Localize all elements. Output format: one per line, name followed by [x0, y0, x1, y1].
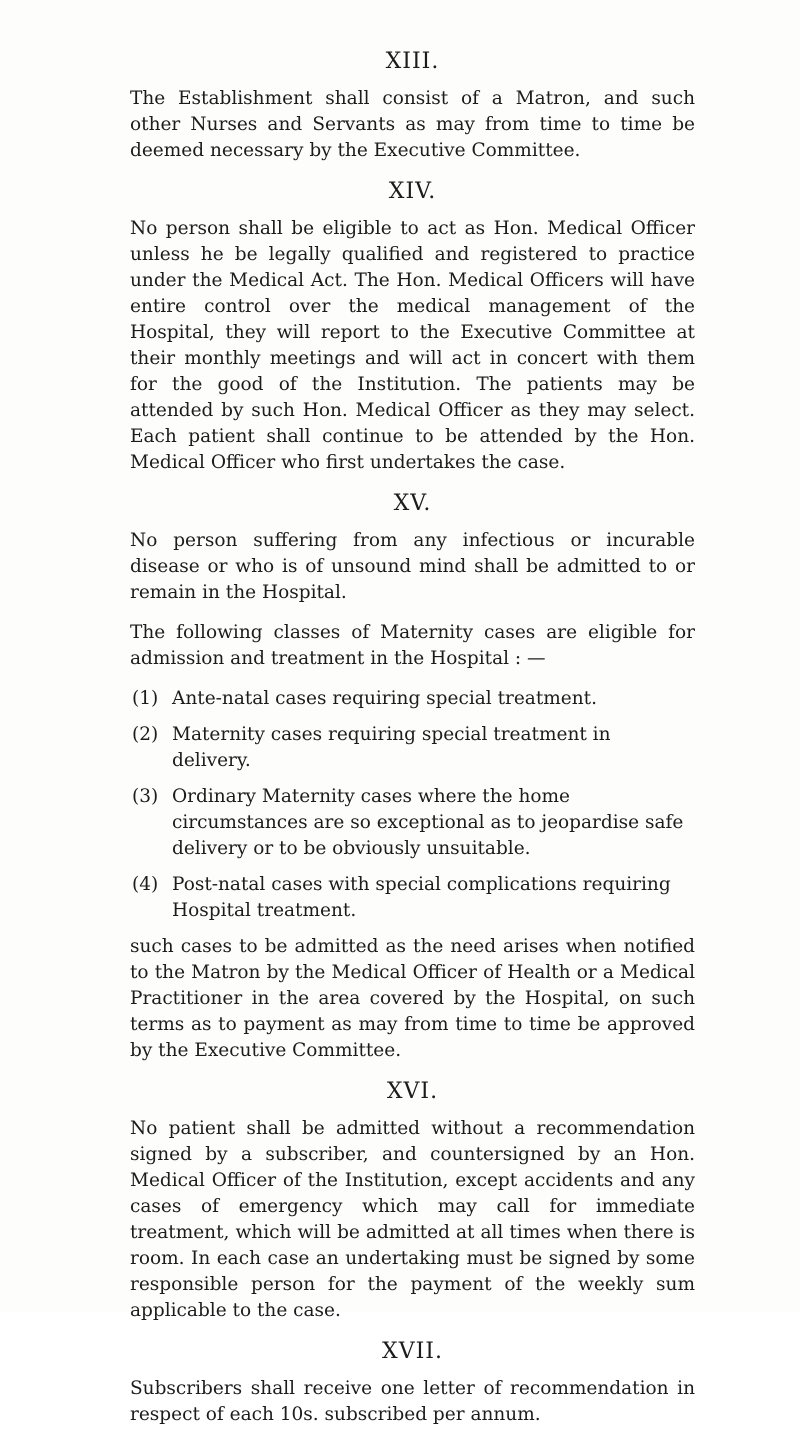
section-heading: XVI.: [386, 1079, 439, 1104]
section-heading: XV.: [393, 491, 432, 516]
section-xvi: [130, 1078, 695, 1324]
section-paragraph: The following classes of Maternity cases are eligible for admission and treatment in the Hospital : —: [130, 622, 695, 669]
section-heading: XVII.: [382, 1339, 443, 1364]
section-closing-paragraph: such cases to be admitted as the need arises when notified to the Matron by the Medical Officer of Health or a Medical Practitioner in the area covered by the Hospital, on such terms as to payment as may from time to time be approved by the Executive Committee.: [130, 936, 695, 1061]
section-xiii: [130, 48, 695, 164]
section-paragraph: The Establishment shall consist of a Matron, and such other Nurses and Servants as may from time to time be deemed necessary by the Executive Committee.: [130, 88, 695, 161]
list-number: (2): [132, 724, 159, 745]
list-text: Ante-natal cases requiring special treatment.: [172, 688, 597, 709]
maternity-classes-list: [130, 686, 695, 924]
list-text: Ordinary Maternity cases where the home circumstances are so exceptional as to jeopardise safe delivery or to be obviously unsuitable.: [172, 786, 684, 859]
list-text: Maternity cases requiring special treatment in delivery.: [172, 724, 611, 771]
list-number: (3): [132, 786, 159, 807]
section-xv: [130, 490, 695, 1064]
list-item: [130, 872, 695, 924]
list-item: [130, 686, 695, 712]
list-text: Post-natal cases with special complications requiring Hospital treatment.: [172, 874, 671, 921]
section-xiv: [130, 178, 695, 476]
section-heading: XIV.: [388, 179, 437, 204]
section-heading: XIII.: [385, 49, 440, 74]
section-paragraph: Subscribers shall receive one letter of recommendation in respect of each 10s. subscribed per annum.: [130, 1378, 695, 1425]
list-item: [130, 784, 695, 862]
section-paragraph: No patient shall be admitted without a recommendation signed by a subscriber, and countersigned by an Hon. Medical Officer of the Institution, except accidents and any cases of emergency which may call for immediate treatment, which will be admitted at all times when there is room. In each case an undertaking must be signed by some responsible person for the payment of the weekly sum applicable to the case.: [130, 1118, 695, 1321]
section-paragraph: No person suffering from any infectious or incurable disease or who is of unsound mind shall be admitted to or remain in the Hospital.: [130, 530, 695, 603]
list-item: [130, 722, 695, 774]
list-number: (1): [132, 688, 159, 709]
section-xvii: [130, 1338, 695, 1428]
list-number: (4): [132, 874, 159, 895]
section-paragraph: No person shall be eligible to act as Hon. Medical Officer unless he be legally qualified and registered to practice under the Medical Act. The Hon. Medical Officers will have entire control over the medical management of the Hospital, they will report to the Executive Committee at their monthly meetings and will act in concert with them for the good of the Institution. The patients may be attended by such Hon. Medical Officer as they may select. Each patient shall continue to be attended by the Hon. Medical Officer who first undertakes the case.: [130, 218, 695, 473]
rules-text: [130, 48, 695, 1442]
